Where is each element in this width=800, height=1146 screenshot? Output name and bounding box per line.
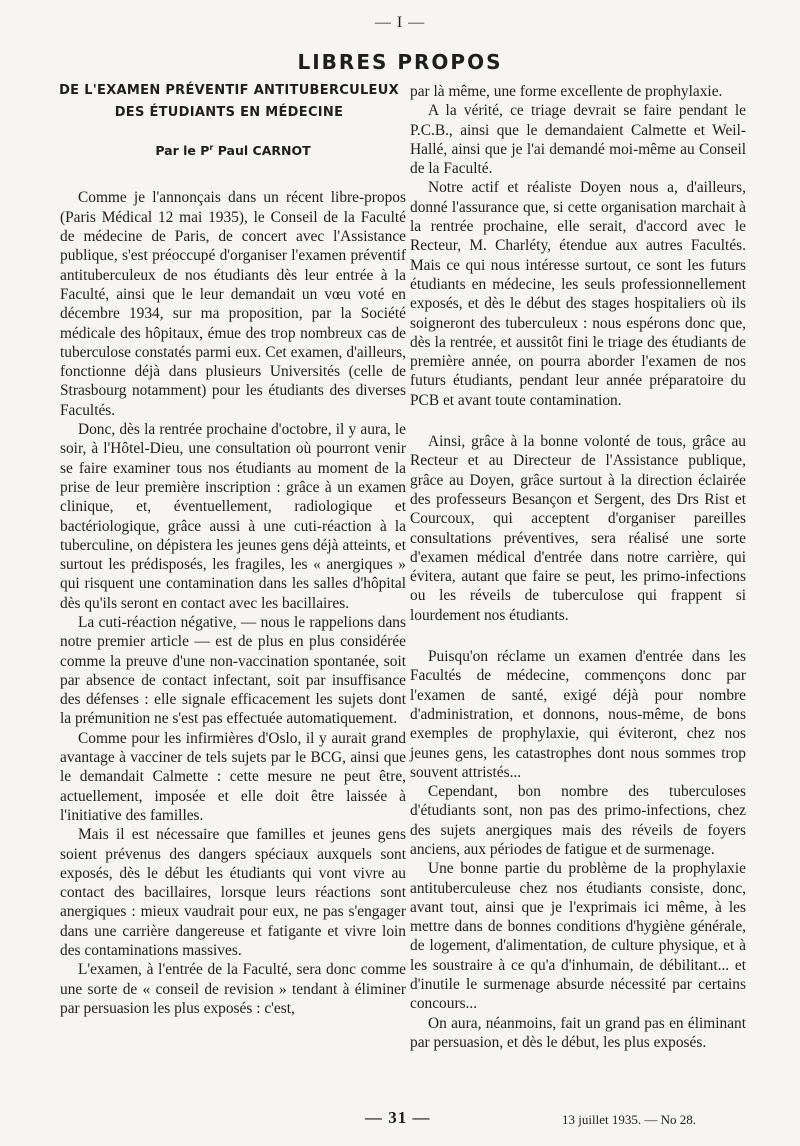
- page-header-number: — I —: [374, 14, 426, 31]
- byline-name: Paul CARNOT: [217, 143, 311, 159]
- paragraph: Puisqu'on réclame un examen d'entrée dans les Facultés de médecine, commençons donc par l'examen de santé, exigé déjà pour nombre d'administration, et donnons, nous-même, de bons exemples de prophylaxie, qui éviteront, chez nos jeunes gens, les catastrophes dont nous sommes trop souvent attristés...: [410, 648, 746, 781]
- right-column: [410, 82, 746, 1052]
- article-title-line1: DE L'EXAMEN PRÉVENTIF ANTITUBERCULEUX: [59, 83, 399, 98]
- paragraph: On aura, néanmoins, fait un grand pas en éliminant par persuasion, et dès le début, les plus exposés.: [410, 1014, 746, 1051]
- paragraph: Donc, dès la rentrée prochaine d'octobre, il y aura, le soir, à l'Hôtel-Dieu, une consultation où pourront venir se faire examiner tous nos étudiants au moment de la prise de leur première inscription : grâce à un examen clinique, et, éventuellement, radiologique et bactériologique, grâce aussi à une cuti-réaction à la tuberculine, on dépistera les jeunes gens déjà atteints, et surtout les prédisposés, les fragiles, les « anergiques » qui risquent une contamination dans les salles d'hôpital dès qu'ils seront en contact avec les bacillaires.: [60, 421, 406, 612]
- paragraph-gap: [410, 410, 746, 432]
- paragraph: Comme je l'annonçais dans un récent libre-propos (Paris Médical 12 mai 1935), le Conseil de la Faculté de médecine de Paris, de concert avec l'Assistance publique, s'est préoccupé d'organiser l'examen préventif antituberculeux de nos étudiants dès leur entrée à la Faculté, ainsi que le leur demandait un vœu voté en décembre 1934, sur ma proposition, par la Société médicale des hôpitaux, émue des trop nombreux cas de tuberculose constatés parmi eux. Cet examen, d'ailleurs, fonctionne déjà dans plusieurs Universités (celle de Strasbourg notamment) pour les étudiants des diverses Facultés.: [60, 189, 406, 419]
- paragraph: Une bonne partie du problème de la prophylaxie antituberculeuse chez nos étudiants consiste, donc, avant tout, ainsi que je l'exprimais ici même, à les mettre dans de bonnes conditions d'hygiène générale, de logement, d'alimentation, de culture physique, et à les soustraire à ce qu'a d'inhumain, de débilitant... et d'inutile le surmenage absurde nécessité par certains concours...: [410, 860, 746, 1013]
- paragraph: Cependant, bon nombre des tuberculoses d'étudiants sont, non pas des primo-infections, chez des sujets anergiques mais des réveils de foyers anciens, aux périodes de fatigue et de surmenage.: [410, 783, 746, 858]
- paragraph: Notre actif et réaliste Doyen nous a, d'ailleurs, donné l'assurance que, si cette organisation marchait à la rentrée prochaine, elle serait, d'accord avec le Recteur, M. Charléty, étendue aux autres Facultés. Mais ce qui nous intéresse surtout, ce sont les futurs étudiants en médecine, les seuls professionnellement exposés, et dès le début des stages hospitaliers où ils soigneront des tuberculeux : nous espérons donc que, dès la rentrée, et aussitôt fini le triage des étudiants de première année, on pourra aborder l'examen de nos futurs étudiants, pendant leur année préparatoire du PCB et avant toute contamination.: [410, 179, 746, 409]
- byline-prefix: Par le P: [155, 143, 210, 159]
- byline: [60, 138, 406, 160]
- paragraph: A la vérité, ce triage devrait se faire pendant le P.C.B., ainsi que le demandaient Calmette et Weil-Hallé, ainsi que je l'ai demandé moi-même au Conseil de la Faculté.: [410, 102, 746, 178]
- byline-sup: r: [209, 143, 214, 152]
- article-title-line2: DES ÉTUDIANTS EN MÉDECINE: [114, 105, 344, 120]
- paragraph: Comme pour les infirmières d'Oslo, il y aurait grand avantage à vacciner de tels sujets par le BCG, ainsi que le demandait Calmette : cette mesure ne peut être, actuellement, imposée et elle doit être laissée à l'initiative des familles.: [60, 729, 406, 824]
- paragraph: La cuti-réaction négative, — nous le rappelions dans notre premier article — est de plus en plus considérée comme la preuve d'une non-vaccination spontanée, soit par absence de contact infectant, soit par insuffisance des défenses : elle signale efficacement les sujets dont la prémunition ne s'est pas effectuée automatiquement.: [60, 613, 406, 728]
- left-column: [60, 80, 406, 1018]
- footer-page-number: — 31 —: [365, 1108, 431, 1127]
- paragraph: Mais il est nécessaire que familles et jeunes gens soient prévenus des dangers spéciaux auxquels sont exposés, dès le début les étudiants qui vont vivre au contact des bacillaires, lorsque leurs réactions sont anergiques : mieux vaudrait pour eux, ne pas s'engager dans une carrière dangereuse et fatigante et vivre loin des contaminations massives.: [60, 826, 406, 960]
- paragraph: par là même, une forme excellente de prophylaxie.: [410, 83, 723, 100]
- paragraph: L'examen, à l'entrée de la Faculté, sera donc comme une sorte de « conseil de revision » tendant à éliminer par persuasion les plus exposés : c'est,: [60, 961, 406, 1017]
- paragraph: Ainsi, grâce à la bonne volonté de tous, grâce au Recteur et au Directeur de l'Assistance publique, grâce au Doyen, grâce surtout à la direction éclairée des professeurs Besançon et Sergent, des Drs Rist et Courcoux, qui acceptent d'organiser pareilles consultations préventives, sera réalisé une sorte d'examen médical d'entrée dans notre carrière, qui évitera, autant que faire se peut, les primo-infections ou les réveils de tuberculose qui frappent si lourdement nos étudiants.: [410, 433, 746, 624]
- footer-date: 13 juillet 1935. — No 28.: [562, 1112, 696, 1127]
- paragraph-gap: [410, 625, 746, 647]
- section-title: LIBRES PROPOS: [297, 50, 503, 74]
